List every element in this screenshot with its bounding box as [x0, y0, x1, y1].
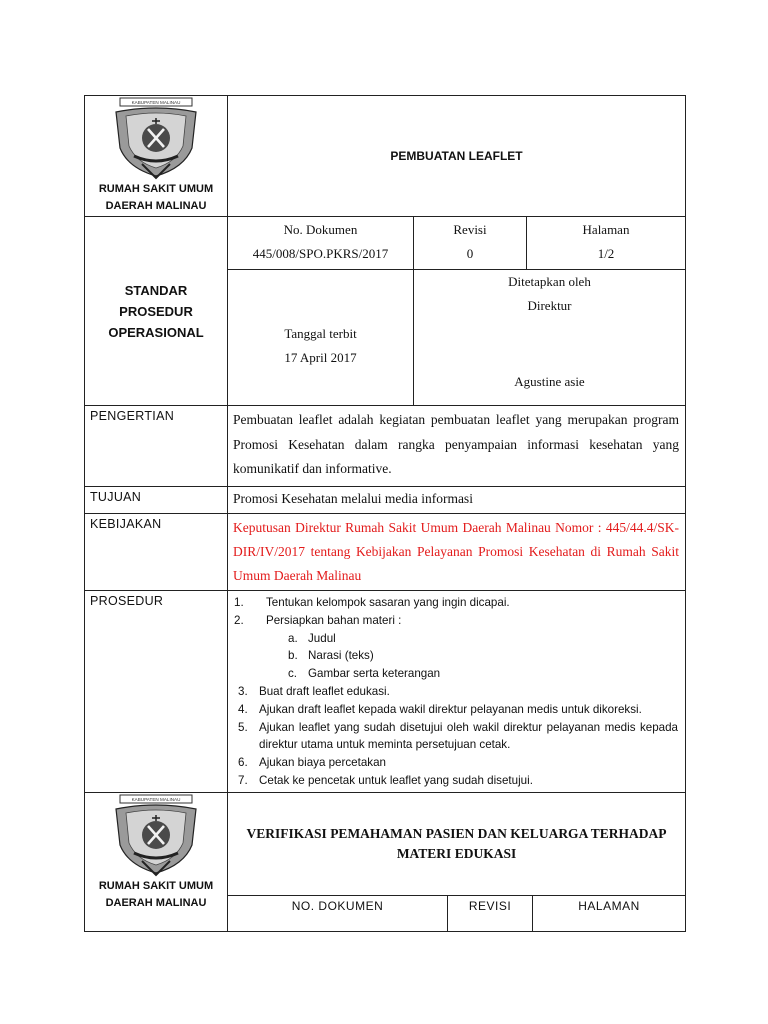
pengertian-text: Pembuatan leaflet adalah kegiatan pembuatan leaflet yang merupakan program Promosi Kesehatan dalam rangka penyampaian informasi kesehatan yang komunikatif dan informative. — [228, 406, 686, 487]
logo-banner-text: KABUPATEN MALINAU — [131, 100, 181, 106]
prosedur-sub-c: c. Gambar serta keterangan — [288, 667, 441, 681]
logo-banner-text-2: KABUPATEN MALINAU — [131, 796, 181, 802]
prosedur-step-6: 6. Ajukan biaya percetakan — [238, 756, 386, 770]
prosedur-step-3: 3. Buat draft leaflet edukasi. — [238, 684, 390, 698]
verifikasi-revisi-label: REVISI — [448, 896, 533, 932]
sop-document — [84, 95, 685, 932]
hospital-logo-cell-2 — [85, 793, 228, 932]
verifikasi-no-dokumen-label: NO. DOKUMEN — [228, 896, 448, 932]
prosedur-step-2: 2. Persiapkan bahan materi : — [234, 613, 402, 627]
verifikasi-table — [84, 793, 686, 933]
no-dokumen-label: No. Dokumen — [283, 222, 358, 237]
tujuan-text: Promosi Kesehatan melalui media informasi — [228, 487, 686, 514]
hospital-logo-cell — [85, 96, 228, 217]
no-dokumen-cell — [228, 217, 414, 270]
prosedur-step-5: 5. Ajukan leaflet yang sudah disetujui oleh wakil direktur pelayanan medis kepada direktur utama untuk meminta persetujuan cetak. — [238, 720, 678, 752]
direktur-name: Agustine asie — [514, 374, 585, 389]
verifikasi-halaman-label: HALAMAN — [533, 896, 686, 932]
tujuan-label: TUJUAN — [85, 487, 228, 514]
document-title: PEMBUATAN LEAFLET — [390, 149, 523, 163]
verifikasi-title-line2: MATERI EDUKASI — [396, 846, 517, 862]
halaman-value: 1/2 — [597, 246, 615, 261]
verifikasi-title-line1: VERIFIKASI PEMAHAMAN PASIEN DAN KELUARGA TERHADAP — [246, 826, 667, 842]
ditetapkan-label: Ditetapkan oleh — [508, 274, 591, 289]
hospital-name-line2-2: DAERAH MALINAU — [105, 896, 207, 909]
hospital-emblem-icon — [106, 96, 206, 181]
tanggal-terbit-value: 17 April 2017 — [284, 349, 357, 365]
prosedur-step-1: 1. Tentukan kelompok sasaran yang ingin dicapai. — [234, 596, 510, 609]
sop-label-line1: STANDAR — [124, 282, 188, 298]
tanggal-terbit-cell — [228, 270, 414, 406]
revisi-cell — [414, 217, 527, 270]
hospital-name-line1-2: RUMAH SAKIT UMUM — [98, 879, 214, 892]
prosedur-list — [228, 591, 686, 793]
sop-table — [84, 95, 686, 793]
hospital-emblem-icon-2 — [106, 793, 206, 878]
kebijakan-label: KEBIJAKAN — [85, 514, 228, 591]
direktur-title: Direktur — [527, 298, 572, 313]
kebijakan-text: Keputusan Direktur Rumah Sakit Umum Daerah Malinau Nomor : 445/44.4/SK-DIR/IV/2017 tentang Kebijakan Pelayanan Promosi Kesehatan di Rumah Sakit Umum Daerah Malinau — [228, 514, 686, 591]
pengertian-label: PENGERTIAN — [85, 406, 228, 487]
sop-label-line2: PROSEDUR — [119, 303, 193, 319]
tanggal-terbit-label: Tanggal terbit — [284, 325, 357, 341]
prosedur-step-7: 7. Cetak ke pencetak untuk leaflet yang sudah disetujui. — [238, 773, 533, 787]
prosedur-sub-b: b. Narasi (teks) — [288, 649, 374, 663]
hospital-name-line1: RUMAH SAKIT UMUM — [98, 183, 214, 195]
sop-label-cell — [85, 217, 228, 406]
halaman-cell — [527, 217, 686, 270]
ditetapkan-cell — [414, 270, 686, 406]
revisi-value: 0 — [466, 246, 474, 261]
document-title-cell — [228, 96, 686, 217]
revisi-label: Revisi — [453, 222, 487, 237]
prosedur-step-4: 4. Ajukan draft leaflet kepada wakil direktur pelayanan medis untuk dikoreksi. — [238, 702, 642, 716]
prosedur-label: PROSEDUR — [85, 591, 228, 793]
no-dokumen-value: 445/008/SPO.PKRS/2017 — [252, 246, 389, 261]
hospital-name-line2: DAERAH MALINAU — [105, 200, 207, 212]
sop-label-line3: OPERASIONAL — [108, 324, 204, 340]
prosedur-sub-a: a. Judul — [288, 631, 336, 645]
verifikasi-title-cell — [228, 793, 686, 896]
halaman-label: Halaman — [582, 222, 630, 237]
